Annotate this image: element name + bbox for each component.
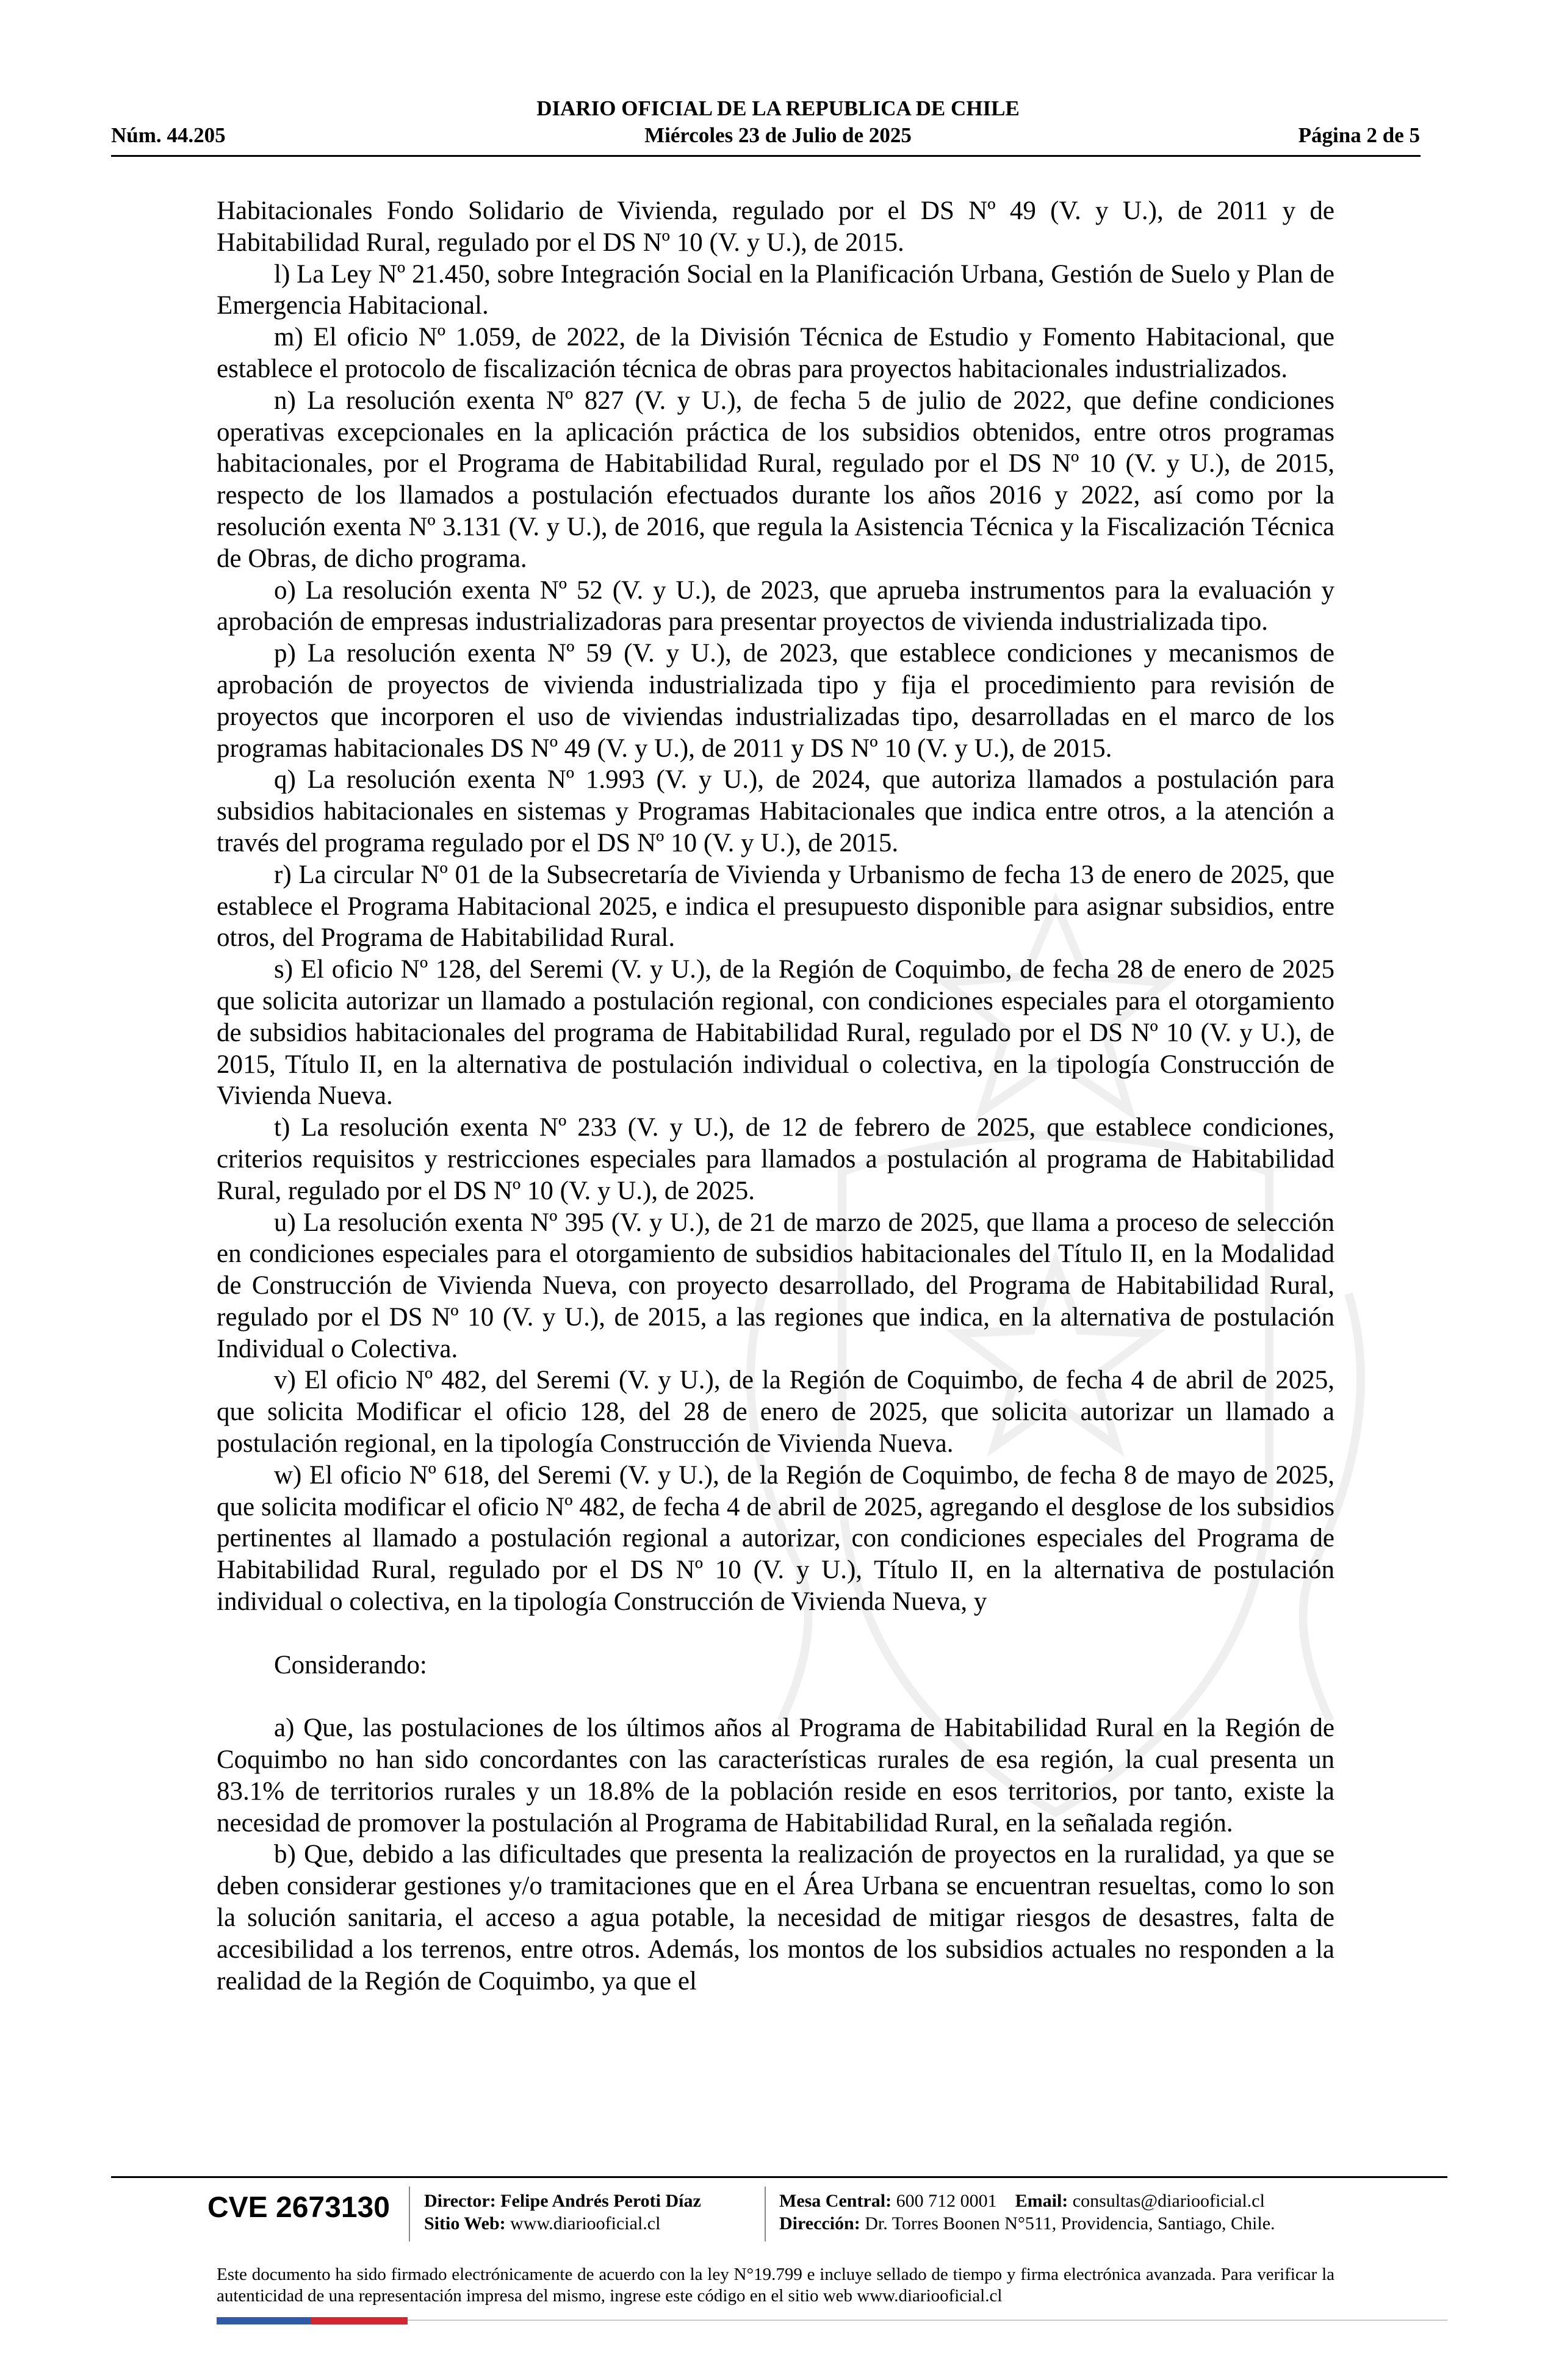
footer-separator xyxy=(765,2187,766,2241)
item-r: r) La circular Nº 01 de la Subsecretaría de Vivienda y Urbanismo de fecha 13 de enero de 2025, que establece el Programa Habitacional 2025, e indica el presupuesto disponible para asignar subsidios, entre otros, del Programa de Habitabilidad Rural. xyxy=(217,860,1334,953)
footer-divider xyxy=(111,2176,1447,2178)
cve-code: CVE 2673130 xyxy=(207,2191,390,2224)
email-link[interactable]: consultas@diariooficial.cl xyxy=(1072,2191,1265,2211)
item-s: s) El oficio Nº 128, del Seremi (V. y U.), de la Región de Coquimbo, de fecha 28 de enero de 2025 que solicita autorizar un llamado a postulación regional, con condiciones especiales para el otorgamiento de subsidios habitacionales del programa de Habitabilidad Rural, regulado por el DS Nº 10 (V. y U.), de 2015, Título II, en la alternativa de postulación individual o colectiva, en la tipología Construcción de Vivienda Nueva. xyxy=(217,955,1334,1111)
item-l: l) La Ley Nº 21.450, sobre Integración Social en la Planificación Urbana, Gestión de Suelo y Plan de Emergencia Habitacional. xyxy=(217,259,1334,320)
address-value: Dr. Torres Boonen N°511, Providencia, Santiago, Chile. xyxy=(865,2213,1275,2234)
document-body xyxy=(217,195,1334,1997)
address-label: Dirección: xyxy=(779,2213,860,2234)
item-q: q) La resolución exenta Nº 1.993 (V. y U.), de 2024, que autoriza llamados a postulación para subsidios habitacionales en sistemas y Programas Habitacionales que indica entre otros, a la atención a través del programa regulado por el DS Nº 10 (V. y U.), de 2015. xyxy=(217,765,1334,857)
footer-contact-left xyxy=(424,2190,701,2235)
web-label: Sitio Web: xyxy=(424,2213,506,2234)
page-number: Página 2 de 5 xyxy=(1298,123,1420,147)
continuation-paragraph: Habitacionales Fondo Solidario de Vivienda, regulado por el DS Nº 49 (V. y U.), de 2011 y de Habitabilidad Rural, regulado por el DS Nº 10 (V. y U.), de 2015. xyxy=(217,197,1334,257)
item-v: v) El oficio Nº 482, del Seremi (V. y U.), de la Región de Coquimbo, de fecha 4 de abril de 2025, que solicita Modificar el oficio 128, del 28 de enero de 2025, que solicita autorizar un llamado a postulación regional, en la tipología Construcción de Vivienda Nueva. xyxy=(217,1366,1334,1459)
signature-notice: Este documento ha sido firmado electrónicamente de acuerdo con la ley N°19.799 e incluye sellado de tiempo y firma electrónica avanzada. Para verificar la autenticidad de una representación impresa del mismo, ingrese este código en el sitio web www.diariooficial.cl xyxy=(217,2265,1334,2306)
header-divider xyxy=(111,155,1421,157)
footer-contact-right xyxy=(779,2190,1275,2235)
item-o: o) La resolución exenta Nº 52 (V. y U.), de 2023, que aprueba instrumentos para la evaluación y aprobación de empresas industrializadoras para presentar proyectos de vivienda industrializada tipo. xyxy=(217,575,1334,636)
publication-title: DIARIO OFICIAL DE LA REPUBLICA DE CHILE xyxy=(536,96,1020,120)
paragraph-gap xyxy=(217,1618,1334,1650)
item-m: m) El oficio Nº 1.059, de 2022, de la División Técnica de Estudio y Fomento Habitacional, que establece el protocolo de fiscalización técnica de obras para proyectos habitacionales industrializados. xyxy=(217,323,1334,383)
director-label: Director: xyxy=(424,2191,496,2211)
director-name: Felipe Andrés Peroti Díaz xyxy=(500,2191,701,2211)
footer-bottom-rule xyxy=(408,2320,1447,2321)
consideration-a: a) Que, las postulaciones de los últimos años al Programa de Habitabilidad Rural en la Región de Coquimbo no han sido concordantes con las características rurales de esa región, la cual presenta un 83.1% de territorios rurales y un 18.8% de la población reside en esos territorios, por tanto, existe la necesidad de promover la postulación al Programa de Habitabilidad Rural, en la señalada región. xyxy=(217,1714,1334,1837)
publication-date: Miércoles 23 de Julio de 2025 xyxy=(644,123,912,147)
mesa-label: Mesa Central: xyxy=(779,2191,892,2211)
web-link[interactable]: www.diariooficial.cl xyxy=(510,2213,661,2234)
brand-bar-blue xyxy=(217,2317,311,2324)
issue-number: Núm. 44.205 xyxy=(111,123,226,147)
mesa-phone: 600 712 0001 xyxy=(896,2191,997,2211)
brand-bar-red xyxy=(311,2317,408,2324)
item-p: p) La resolución exenta Nº 59 (V. y U.), de 2023, que establece condiciones y mecanismos de aprobación de proyectos de vivienda industrializada tipo y fija el procedimiento para revisión de proyectos que incorporen el uso de viviendas industrializadas tipo, desarrolladas en el marco de los programas habitacionales DS Nº 49 (V. y U.), de 2011 y DS Nº 10 (V. y U.), de 2015. xyxy=(217,639,1334,763)
item-n: n) La resolución exenta Nº 827 (V. y U.), de fecha 5 de julio de 2022, que define condiciones operativas excepcionales en la aplicación práctica de los subsidios obtenidos, entre otros programas habitacionales, por el Programa de Habitabilidad Rural, regulado por el DS Nº 10 (V. y U.), de 2015, respecto de los llamados a postulación efectuados durante los años 2016 y 2022, así como por la resolución exenta Nº 3.131 (V. y U.), de 2016, que regula la Asistencia Técnica y la Fiscalización Técnica de Obras, de dicho programa. xyxy=(217,386,1334,573)
item-u: u) La resolución exenta Nº 395 (V. y U.), de 21 de marzo de 2025, que llama a proceso de selección en condiciones especiales para el otorgamiento de subsidios habitacionales del Título II, en la Modalidad de Construcción de Vivienda Nueva, con proyecto desarrollado, del Programa de Habitabilidad Rural, regulado por el DS Nº 10 (V. y U.), de 2015, a las regiones que indica, en la alternativa de postulación Individual o Colectiva. xyxy=(217,1208,1334,1363)
considering-heading: Considerando: xyxy=(274,1650,427,1679)
footer-separator xyxy=(409,2187,410,2241)
email-label: Email: xyxy=(1015,2191,1068,2211)
item-t: t) La resolución exenta Nº 233 (V. y U.), de 12 de febrero de 2025, que establece condiciones, criterios requisitos y restricciones especiales para llamados a postulación al programa de Habitabilidad Rural, regulado por el DS Nº 10 (V. y U.), de 2025. xyxy=(217,1113,1334,1205)
item-w: w) El oficio Nº 618, del Seremi (V. y U.), de la Región de Coquimbo, de fecha 8 de mayo de 2025, que solicita modificar el oficio Nº 482, de fecha 4 de abril de 2025, agregando el desglose de los subsidios pertinentes al llamado a postulación regional a autorizar, con condiciones especiales del Programa de Habitabilidad Rural, regulado por el DS Nº 10 (V. y U.), Título II, en la alternativa de postulación individual o colectiva, en la tipología Construcción de Vivienda Nueva, y xyxy=(217,1460,1334,1617)
consideration-b: b) Que, debido a las dificultades que presenta la realización de proyectos en la ruralidad, ya que se deben considerar gestiones y/o tramitaciones que en el Área Urbana se encuentran resueltas, como lo son la solución sanitaria, el acceso a agua potable, la necesidad de mitigar riesgos de desastres, falta de accesibilidad a los terrenos, entre otros. Además, los montos de los subsidios actuales no responden a la realidad de la Región de Coquimbo, ya que el xyxy=(217,1840,1334,1996)
paragraph-gap xyxy=(217,1681,1334,1712)
